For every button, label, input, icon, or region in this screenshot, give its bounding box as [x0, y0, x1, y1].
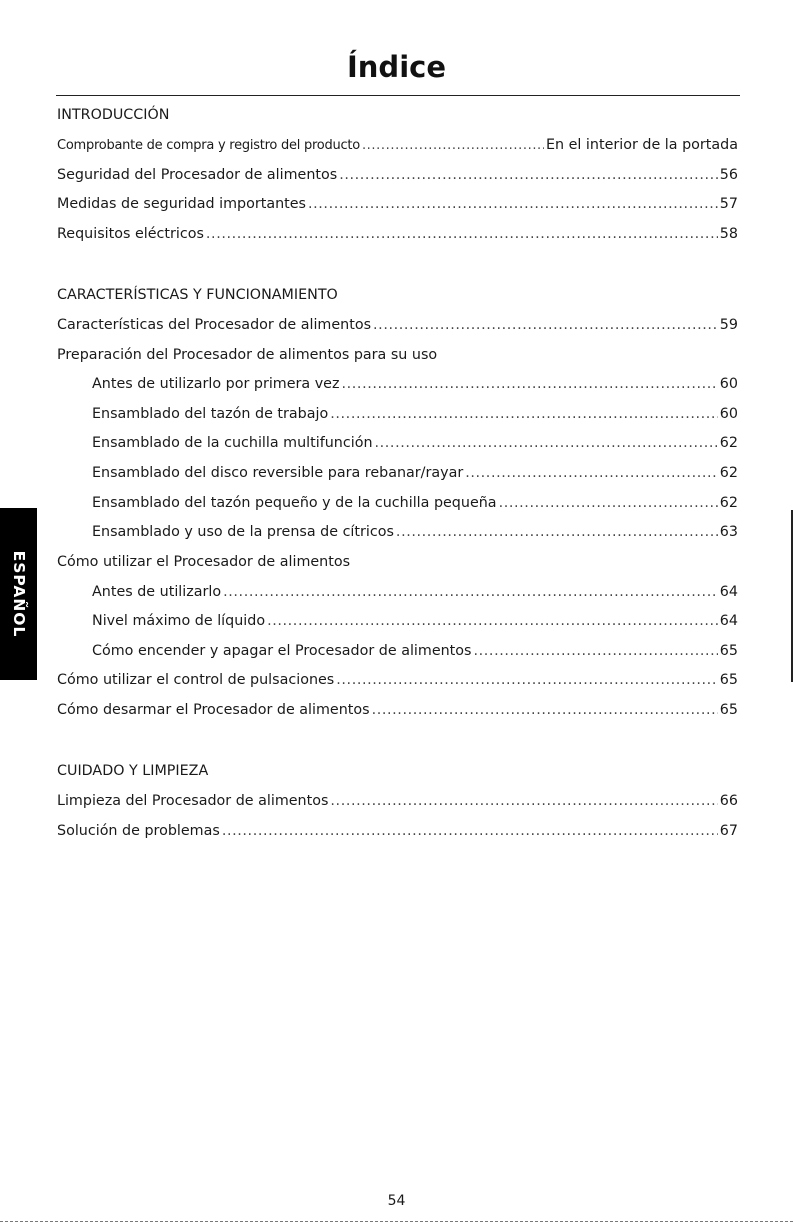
section-heading-intro: INTRODUCCIÓN [57, 107, 170, 123]
toc-entry-label: Ensamblado del tazón de trabajo [92, 406, 329, 422]
toc-entry-label: Solución de problemas [57, 823, 220, 839]
toc-entry[interactable] [92, 376, 738, 398]
toc-entry[interactable] [92, 584, 738, 606]
leader-dots [330, 406, 718, 422]
toc-entry-page: 60 [719, 376, 738, 392]
toc-entry-label: Requisitos eléctricos [57, 226, 204, 242]
table-of-contents [57, 0, 738, 1225]
toc-entry[interactable] [57, 672, 738, 694]
toc-entry[interactable] [57, 823, 738, 845]
toc-entry-label: Nivel máximo de líquido [92, 613, 266, 629]
language-tab [0, 508, 37, 680]
toc-entry-page: 58 [719, 226, 738, 242]
toc-entry-label: Cómo utilizar el control de pulsaciones [57, 672, 335, 688]
toc-entry-label: Antes de utilizarlo [92, 584, 222, 600]
toc-entry-label: Características del Procesador de alimentos [57, 317, 372, 333]
toc-entry-page: 59 [719, 317, 738, 333]
toc-entry-page: 57 [719, 196, 738, 212]
toc-entry[interactable] [92, 643, 738, 665]
toc-entry-page: 62 [719, 465, 738, 481]
leader-dots [362, 138, 544, 153]
toc-entry-page: 62 [719, 495, 738, 511]
leader-dots [267, 613, 718, 629]
section-heading-features: CARACTERÍSTICAS Y FUNCIONAMIENTO [57, 287, 338, 303]
toc-entry[interactable] [57, 226, 738, 248]
toc-entry-page: 60 [719, 406, 738, 422]
leader-dots [474, 643, 718, 659]
leader-dots [373, 317, 718, 333]
toc-entry-page: 64 [719, 584, 738, 600]
toc-entry-label: Medidas de seguridad importantes [57, 196, 306, 212]
leader-dots [330, 793, 717, 809]
toc-entry-label: Ensamblado de la cuchilla multifunción [92, 435, 373, 451]
leader-dots [336, 672, 718, 688]
leader-dots [341, 376, 717, 392]
toc-entry-page: 64 [719, 613, 738, 629]
leader-dots [206, 226, 718, 242]
toc-subheading[interactable]: Cómo utilizar el Procesador de alimentos [57, 554, 351, 570]
toc-entry[interactable] [92, 495, 738, 517]
toc-entry[interactable] [92, 465, 738, 487]
toc-entry[interactable] [92, 524, 738, 546]
toc-entry[interactable] [57, 702, 738, 724]
toc-entry[interactable] [92, 435, 738, 457]
toc-entry[interactable] [57, 137, 738, 159]
leader-dots [308, 196, 718, 212]
toc-entry-label: Ensamblado del disco reversible para rebanar/rayar [92, 465, 464, 481]
leader-dots [372, 702, 718, 718]
toc-entry[interactable] [57, 196, 738, 218]
toc-entry-page: 62 [719, 435, 738, 451]
toc-entry[interactable] [57, 793, 738, 815]
toc-entry-label: Limpieza del Procesador de alimentos [57, 793, 329, 809]
toc-entry[interactable] [57, 167, 738, 189]
page-edge-mark [791, 510, 793, 682]
toc-entry-page: 56 [719, 167, 738, 183]
toc-entry-label: Ensamblado y uso de la prensa de cítricos [92, 524, 394, 540]
toc-entry-label: Cómo encender y apagar el Procesador de alimentos [92, 643, 472, 659]
toc-entry-label: Cómo desarmar el Procesador de alimentos [57, 702, 370, 718]
toc-entry-page: 65 [719, 643, 738, 659]
section-heading-care: CUIDADO Y LIMPIEZA [57, 763, 209, 779]
page-bottom-edge [0, 1221, 793, 1222]
toc-subheading[interactable]: Preparación del Procesador de alimentos para su uso [57, 347, 438, 363]
leader-dots [396, 524, 718, 540]
page-title: Índice [347, 50, 446, 84]
toc-entry[interactable] [92, 406, 738, 428]
page-number: 54 [387, 1193, 406, 1209]
language-tab-label: ESPAÑOL [9, 550, 28, 638]
leader-dots [465, 465, 718, 481]
toc-entry[interactable] [92, 613, 738, 635]
toc-entry-page: 63 [719, 524, 738, 540]
toc-entry-page: 66 [719, 793, 738, 809]
toc-entry[interactable] [57, 317, 738, 339]
toc-entry-label: Antes de utilizarlo por primera vez [92, 376, 340, 392]
leader-dots [375, 435, 718, 451]
toc-entry-page: 65 [719, 672, 738, 688]
toc-entry-label: Seguridad del Procesador de alimentos [57, 167, 338, 183]
toc-entry-label: Ensamblado del tazón pequeño y de la cuchilla pequeña [92, 495, 497, 511]
toc-entry-page: 65 [719, 702, 738, 718]
toc-entry-label: Comprobante de compra y registro del producto [57, 138, 360, 153]
toc-entry-page: En el interior de la portada [545, 137, 738, 153]
leader-dots [223, 584, 718, 600]
leader-dots [499, 495, 718, 511]
leader-dots [222, 823, 718, 839]
leader-dots [339, 167, 718, 183]
toc-entry-page: 67 [719, 823, 738, 839]
